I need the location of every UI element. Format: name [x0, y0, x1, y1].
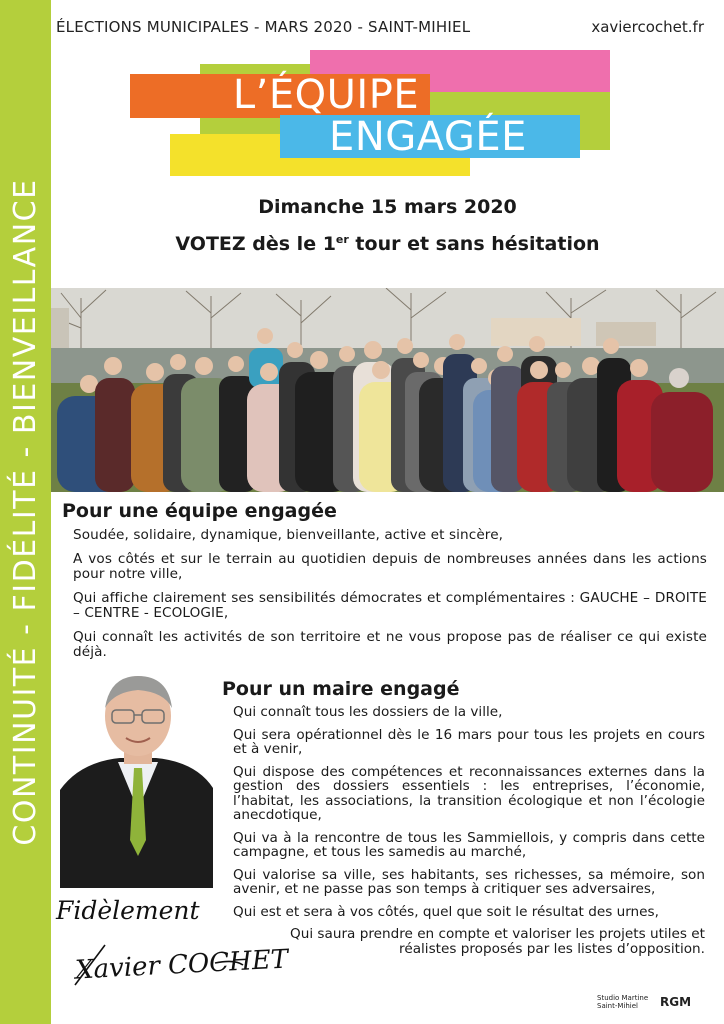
- list-item: Qui connaît les activités de son territoire et ne vous propose pas de réaliser ce qui existe déjà.: [73, 629, 707, 660]
- logo-line-2: ENGAGÉE: [329, 114, 527, 160]
- vote-call: [51, 233, 724, 255]
- mayor-section-title: Pour un maire engagé: [222, 678, 460, 700]
- team-logo: [130, 50, 610, 180]
- list-item: Soudée, solidaire, dynamique, bienveillante, active et sincère,: [73, 527, 504, 543]
- list-item: Qui connaît tous les dossiers de la ville,: [233, 704, 503, 720]
- sidebar-band: [0, 0, 51, 1024]
- list-item: A vos côtés et sur le terrain au quotidien depuis de nombreuses années dans les actions pour notre ville,: [73, 551, 707, 582]
- election-header: ÉLECTIONS MUNICIPALES - MARS 2020 - SAINT-MIHIEL: [56, 18, 471, 36]
- vote-call-end: tour et sans hésitation: [348, 233, 600, 255]
- list-item: Qui affiche clairement ses sensibilités démocrates et complémentaires : GAUCHE – DROITE – CENTRE - ECOLOGIE,: [73, 590, 707, 621]
- vote-call-start: VOTEZ dès le 1: [175, 233, 336, 255]
- website-link[interactable]: xaviercochet.fr: [591, 18, 704, 36]
- list-item: Qui sera opérationnel dès le 16 mars pour tous les projets en cours et à venir,: [233, 726, 705, 757]
- team-group-photo: [51, 288, 724, 492]
- mayor-portrait: [60, 670, 213, 888]
- list-item: Qui saura prendre en compte et valoriser les projets utiles et réalistes proposés par les listes d’opposition.: [290, 926, 705, 957]
- election-date: Dimanche 15 mars 2020: [258, 196, 517, 218]
- photo-credit-line-2: Saint-Mihiel: [597, 1002, 639, 1010]
- team-section-title: Pour une équipe engagée: [62, 500, 337, 522]
- printer-credit: RGM: [660, 995, 692, 1009]
- list-item: Qui va à la rencontre de tous les Sammiellois, y compris dans cette campagne, et tous les samedis au marché,: [233, 829, 705, 860]
- list-item: Qui dispose des compétences et reconnaissances externes dans la gestion des dossiers essentiels : les entreprises, l’économie, l’habitat, les associations, la transition écologique et non l’écologie anecdotique,: [233, 763, 705, 823]
- list-item: Qui est et sera à vos côtés, quel que soit le résultat des urnes,: [233, 903, 659, 920]
- team-qualities-list: [73, 528, 707, 669]
- photo-credit-line-1: Studio Martine: [597, 994, 649, 1002]
- mayor-qualities-list: [233, 705, 705, 964]
- signature-name: Xavier COCHET: [74, 944, 289, 986]
- vote-call-sup: er: [335, 233, 349, 246]
- signature-closing: Fidèlement: [56, 896, 200, 925]
- list-item: Qui valorise sa ville, ses habitants, ses richesses, sa mémoire, son avenir, et ne passe pas son temps à critiquer ses adversaires,: [233, 866, 705, 897]
- sidebar-slogan: CONTINUITÉ - FIDÉLITÉ - BIENVEILLANCE: [7, 178, 43, 846]
- photo-credit: [597, 994, 648, 1010]
- logo-line-1: L’ÉQUIPE: [232, 72, 420, 118]
